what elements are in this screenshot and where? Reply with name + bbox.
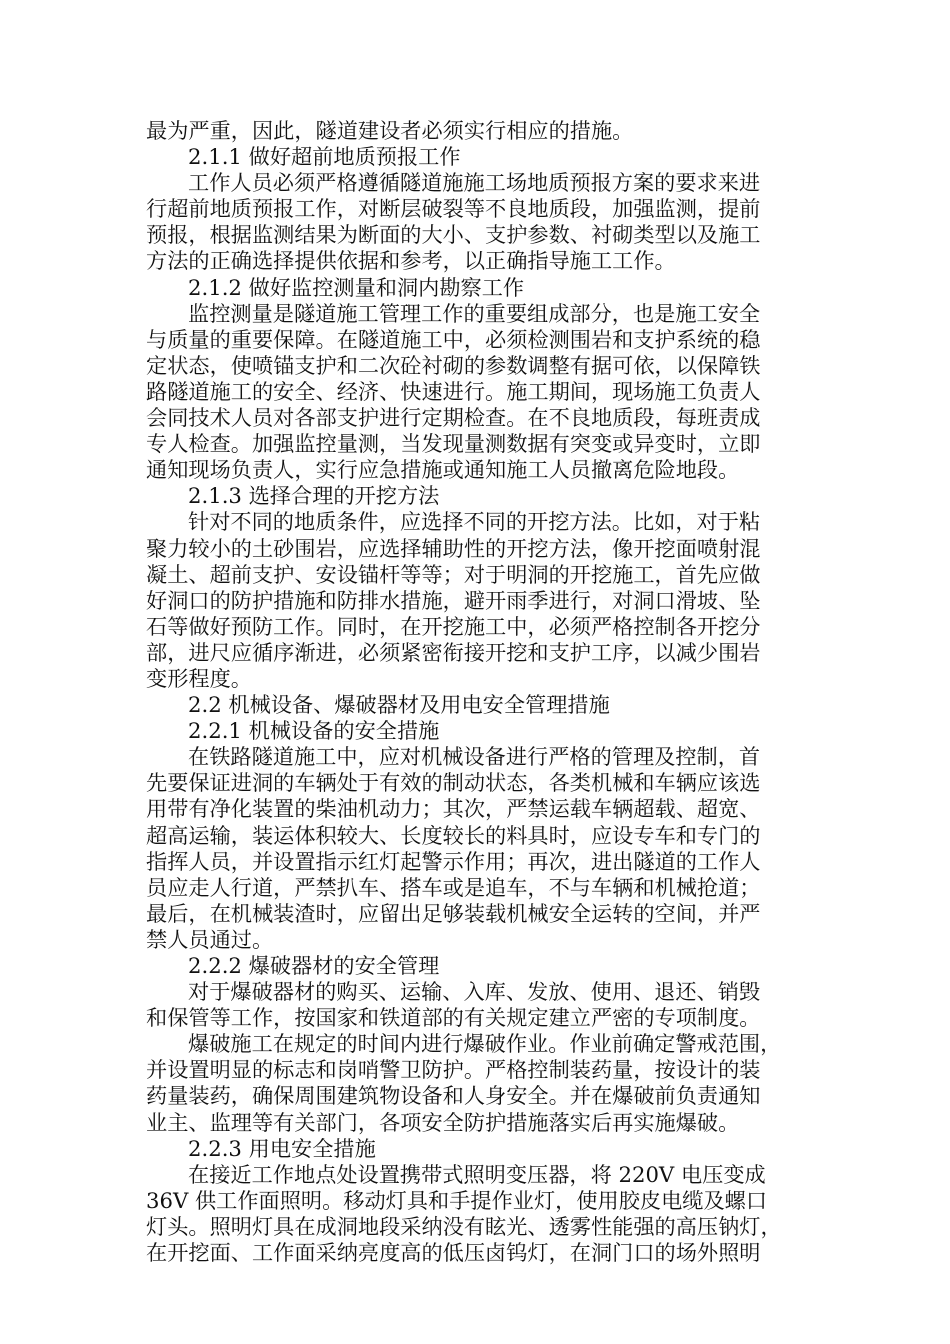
text-line: 爆破施工在规定的时间内进行爆破作业。作业前确定警戒范围， xyxy=(188,1031,782,1057)
text-line: 在开挖面、工作面采纳亮度高的低压卤钨灯，在洞门口的场外照明 xyxy=(146,1240,761,1266)
text-line: 行超前地质预报工作，对断层破裂等不良地质段，加强监测，提前 xyxy=(146,196,761,222)
text-line: 针对不同的地质条件，应选择不同的开挖方法。比如，对于粘 xyxy=(188,509,761,535)
text-line: 和保管等工作，按国家和铁道部的有关规定建立严密的专项制度。 xyxy=(146,1005,761,1031)
text-line: 石等做好预防工作。同时，在开挖施工中，必须严格控制各开挖分 xyxy=(146,613,761,639)
text-line: 业主、监理等有关部门，各项安全防护措施落实后再实施爆破。 xyxy=(146,1109,740,1135)
text-line: 定状态，使喷锚支护和二次砼衬砌的参数调整有据可依，以保障铁 xyxy=(146,352,761,378)
text-line: 2.1.1 做好超前地质预报工作 xyxy=(188,144,461,170)
text-line: 路隧道施工的安全、经济、快速进行。施工期间，现场施工负责人 xyxy=(146,378,761,404)
text-line: 超高运输，装运体积较大、长度较长的料具时，应设专车和专门的 xyxy=(146,822,761,848)
text-line: 2.1.2 做好监控测量和洞内勘察工作 xyxy=(188,274,525,300)
text-line: 灯头。照明灯具在成洞地段采纳没有眩光、透雾性能强的高压钠灯， xyxy=(146,1213,782,1239)
text-line: 变形程度。 xyxy=(146,665,252,691)
text-line: 聚力较小的土砂围岩，应选择辅助性的开挖方法，像开挖面喷射混 xyxy=(146,535,761,561)
text-line: 最后，在机械装渣时，应留出足够装载机械安全运转的空间，并严 xyxy=(146,900,761,926)
text-line: 通知现场负责人，实行应急措施或通知施工人员撤离危险地段。 xyxy=(146,457,740,483)
text-line: 36V 供工作面照明。移动灯具和手提作业灯，使用胶皮电缆及螺口 xyxy=(146,1187,768,1213)
text-line: 2.2.3 用电安全措施 xyxy=(188,1135,376,1161)
text-line: 药量装药，确保周围建筑物设备和人身安全。并在爆破前负责通知 xyxy=(146,1083,761,1109)
text-line: 监控测量是隧道施工管理工作的重要组成部分，也是施工安全 xyxy=(188,300,761,326)
text-line: 禁人员通过。 xyxy=(146,926,274,952)
text-line: 并设置明显的标志和岗哨警卫防护。严格控制装药量，按设计的装 xyxy=(146,1057,761,1083)
text-line: 用带有净化装置的柴油机动力；其次，严禁运载车辆超载、超宽、 xyxy=(146,796,761,822)
text-line: 在接近工作地点处设置携带式照明变压器，将 220V 电压变成 xyxy=(188,1161,766,1187)
text-line: 在铁路隧道施工中，应对机械设备进行严格的管理及控制，首 xyxy=(188,744,761,770)
text-line: 员应走人行道，严禁扒车、搭车或是追车，不与车辆和机械抢道； xyxy=(146,874,761,900)
text-line: 对于爆破器材的购买、运输、入库、发放、使用、退还、销毁 xyxy=(188,979,761,1005)
text-line: 2.1.3 选择合理的开挖方法 xyxy=(188,483,440,509)
text-line: 预报，根据监测结果为断面的大小、支护参数、衬砌类型以及施工 xyxy=(146,222,761,248)
text-line: 方法的正确选择提供依据和参考，以正确指导施工工作。 xyxy=(146,248,676,274)
document-page xyxy=(146,118,800,1266)
text-line: 好洞口的防护措施和防排水措施，避开雨季进行，对洞口滑坡、坠 xyxy=(146,587,761,613)
text-line: 工作人员必须严格遵循隧道施施工场地质预报方案的要求来进 xyxy=(188,170,761,196)
text-line: 最为严重，因此，隧道建设者必须实行相应的措施。 xyxy=(146,118,634,143)
text-line: 凝土、超前支护、安设锚杆等等；对于明洞的开挖施工，首先应做 xyxy=(146,561,761,587)
text-line: 2.2.2 爆破器材的安全管理 xyxy=(188,953,440,978)
text-line: 专人检查。加强监控量测，当发现量测数据有突变或异变时，立即 xyxy=(146,431,761,457)
text-line: 2.2.1 机械设备的安全措施 xyxy=(188,718,440,744)
text-line: 部，进尺应循序渐进，必须紧密衔接开挖和支护工序，以减少围岩 xyxy=(146,639,761,665)
text-line: 会同技术人员对各部支护进行定期检查。在不良地质段，每班责成 xyxy=(146,405,761,431)
text-line: 与质量的重要保障。在隧道施工中，必须检测围岩和支护系统的稳 xyxy=(146,326,761,352)
text-line: 指挥人员，并设置指示红灯起警示作用；再次，进出隧道的工作人 xyxy=(146,848,761,874)
text-line: 先要保证进洞的车辆处于有效的制动状态，各类机械和车辆应该选 xyxy=(146,770,761,796)
text-line: 2.2 机械设备、爆破器材及用电安全管理措施 xyxy=(188,692,610,718)
